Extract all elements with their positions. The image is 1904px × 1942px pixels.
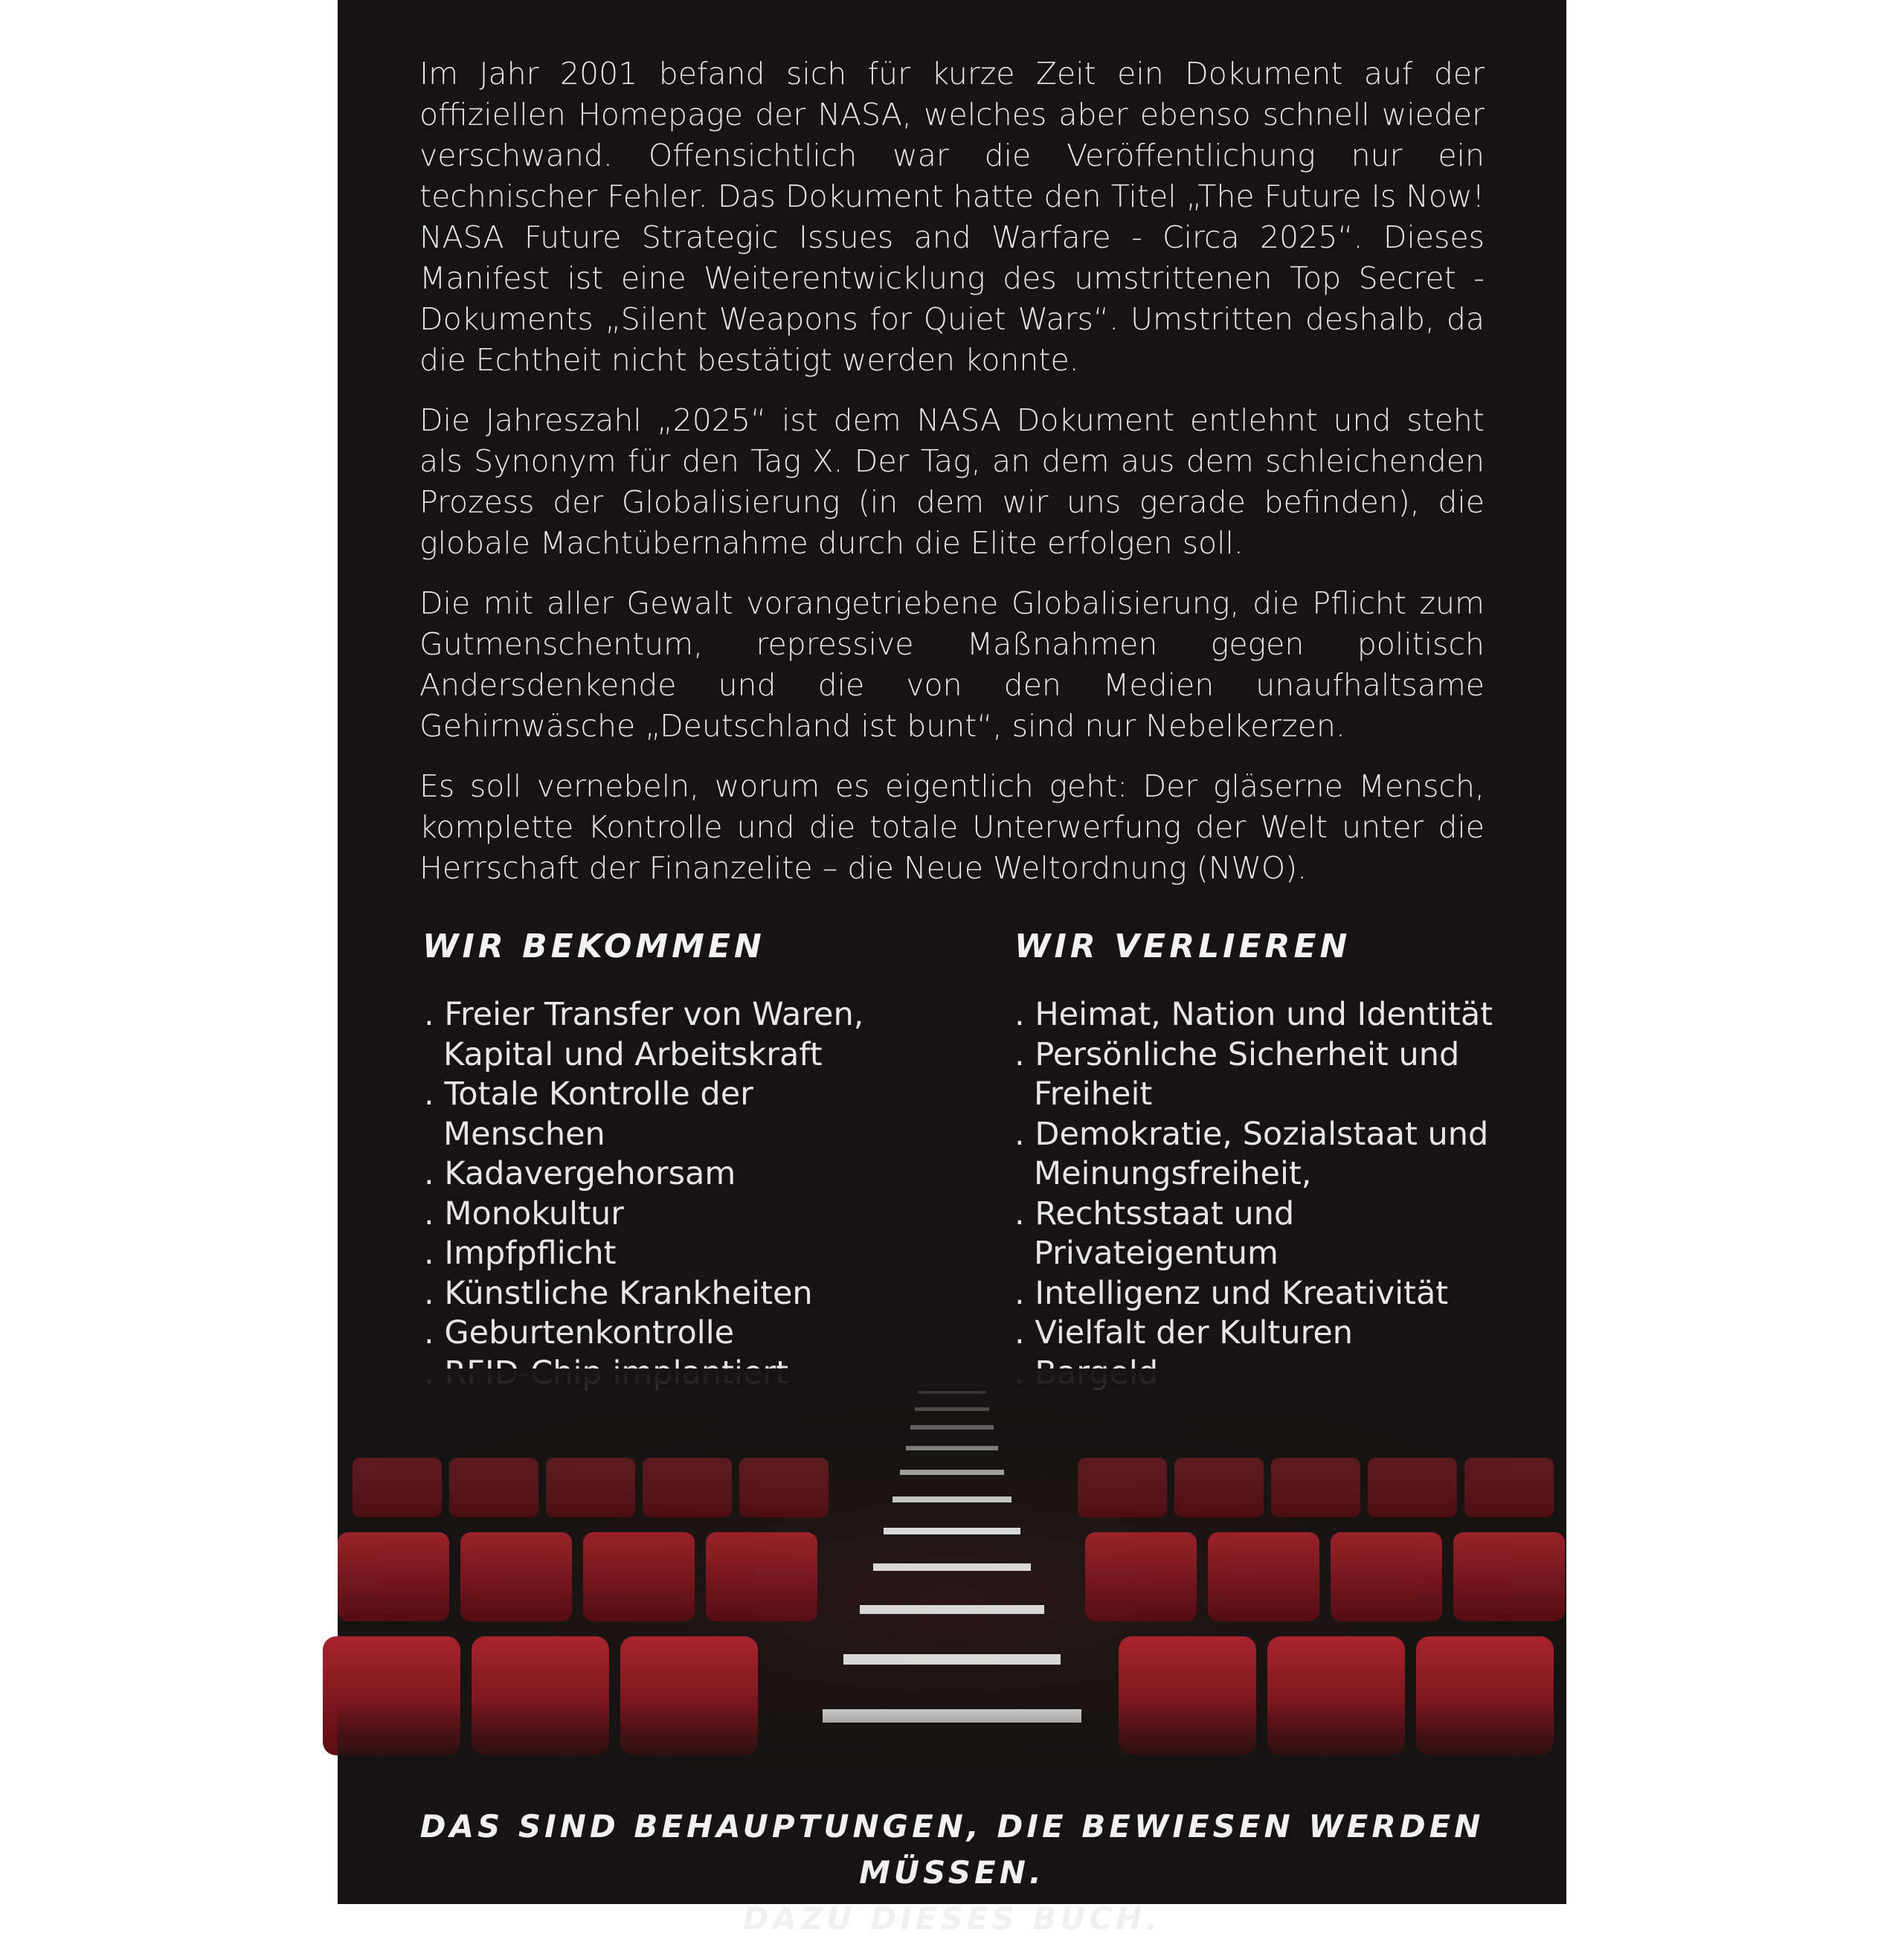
list-item: . Demokratie, Sozialstaat und Meinungsfreiheit,: [1014, 1115, 1535, 1195]
list-item: . Impfpflicht: [424, 1234, 915, 1274]
intro-paragraph-3: Die mit aller Gewalt vorangetriebene Globalisierung, die Pflicht zum Gutmenschentum, repressive Maßnahmen gegen politisch Andersdenkende und die von den Medien unaufhaltsame Gehirnwäsche „Deutschland ist bunt“, sind nur Nebelkerzen.: [419, 585, 1485, 744]
intro-text: [419, 54, 1485, 908]
list-wir-verlieren: [1014, 995, 1535, 1393]
intro-paragraph-2: Die Jahreszahl „2025“ ist dem NASA Dokument entlehnt und steht als Synonym für den Tag X. Der Tag, an dem aus dem schleichenden Prozess der Globalisierung (in dem wir uns gerade befinden), die globale Machtübernahme durch die Elite erfolgen soll.: [419, 402, 1485, 561]
heading-wir-bekommen: WIR BEKOMMEN: [422, 927, 765, 965]
list-item: . Künstliche Krankheiten: [424, 1274, 915, 1314]
list-item: . Geburtenkontrolle: [424, 1314, 915, 1354]
list-item: . Freier Transfer von Waren, Kapital und Arbeitskraft: [424, 995, 915, 1075]
list-item: . Totale Kontrolle der Menschen: [424, 1075, 915, 1154]
list-wir-bekommen: [424, 995, 915, 1393]
footer-line-2: DAZU DIESES BUCH.: [742, 1900, 1162, 1937]
list-item: . Rechtsstaat und Privateigentum: [1014, 1195, 1535, 1274]
list-item: . Kadavergehorsam: [424, 1154, 915, 1195]
list-item: . Monokultur: [424, 1195, 915, 1235]
list-item: . Persönliche Sicherheit und Freiheit: [1014, 1035, 1535, 1115]
intro-paragraph-4: Es soll vernebeln, worum es eigentlich geht: Der gläserne Mensch, komplette Kontrolle und die totale Unterwerfung der Welt unter die Herrschaft der Finanzelite – die Neue Weltordnung (NWO).: [419, 768, 1485, 886]
cinema-seats-image: [338, 1369, 1566, 1785]
heading-wir-verlieren: WIR VERLIEREN: [1014, 927, 1351, 965]
list-item: . Intelligenz und Kreativität: [1014, 1274, 1535, 1314]
book-back-cover: [338, 0, 1566, 1937]
intro-paragraph-1: Im Jahr 2001 befand sich für kurze Zeit ein Dokument auf der offiziellen Homepage der NASA, welches aber ebenso schnell wieder verschwand. Offensichtlich war die Veröffentlichung nur ein technischer Fehler. Das Dokument hatte den Titel „The Future Is Now! NASA Future Strategic Issues and Warfare - Circa 2025“. Dieses Manifest ist eine Weiterentwicklung des umstrittenen Top Secret - Dokuments „Silent Weapons for Quiet Wars“. Umstritten deshalb, da die Echtheit nicht bestätigt werden konnte.: [419, 56, 1485, 378]
list-item: . Vielfalt der Kulturen: [1014, 1314, 1535, 1354]
list-item: . Heimat, Nation und Identität: [1014, 995, 1535, 1035]
footer-line-1: DAS SIND BEHAUPTUNGEN, DIE BEWIESEN WERDEN MÜSSEN.: [419, 1808, 1485, 1891]
footer-tagline: [338, 1804, 1566, 1942]
